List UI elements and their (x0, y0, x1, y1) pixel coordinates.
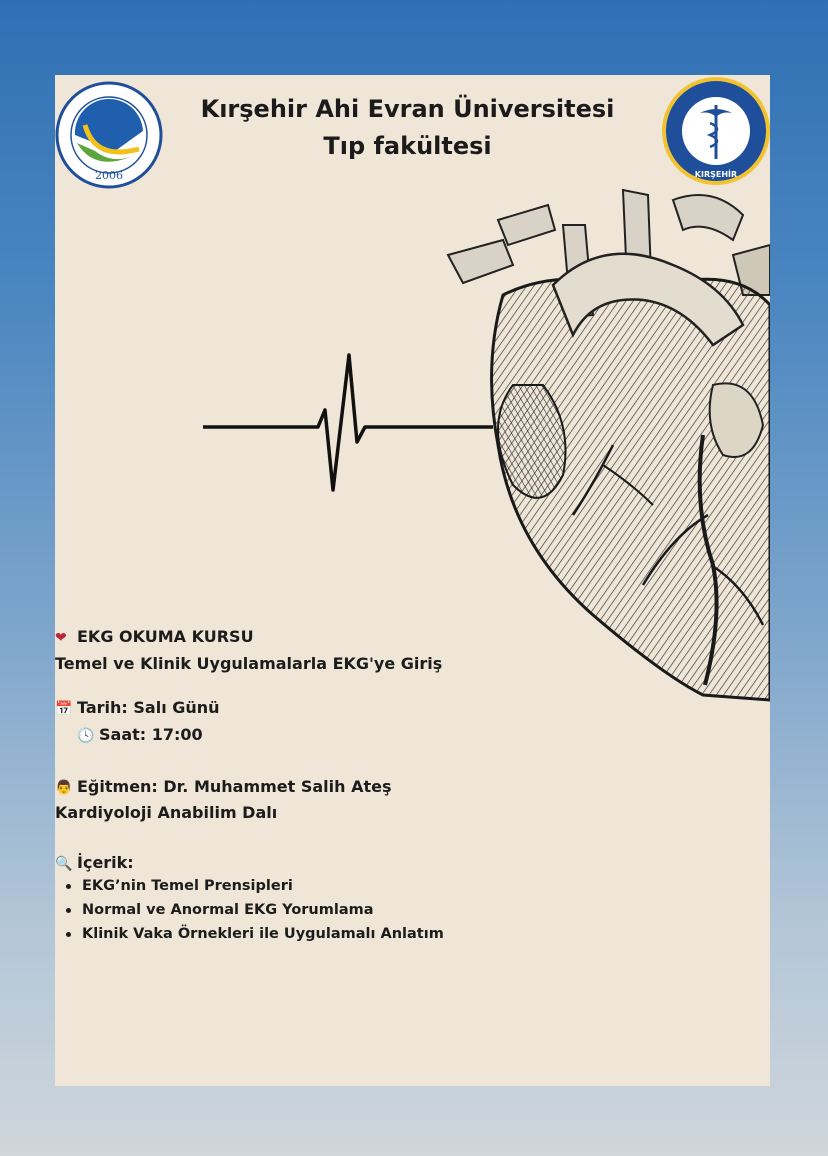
faculty-title: Tıp fakültesi (323, 132, 492, 160)
heart-emoji-icon: ❤ (55, 630, 67, 646)
bullet-icon (66, 884, 71, 889)
course-time: Saat: 17:00 (99, 725, 203, 744)
logo-left-year: 2006 (95, 169, 123, 182)
instructor-line (55, 777, 392, 796)
university-title: Kırşehir Ahi Evran Üniversitesi (200, 95, 615, 123)
list-item: Klinik Vaka Örnekleri ile Uygulamalı Anlatım (66, 926, 444, 942)
course-subtitle: Temel ve Klinik Uygulamalarla EKG'ye Giriş (55, 654, 443, 673)
content-title: İçerik: (77, 853, 134, 872)
course-title: EKG OKUMA KURSU (77, 627, 254, 646)
department: Kardiyoloji Anabilim Dalı (55, 803, 278, 822)
date-line (55, 698, 220, 717)
logo-right-city: KIRŞEHİR (694, 170, 738, 179)
course-date: Tarih: Salı Günü (77, 698, 220, 717)
bullet-icon (66, 932, 71, 937)
content-title-line (55, 853, 134, 872)
list-item: EKG’nin Temel Prensipleri (66, 878, 293, 894)
calendar-icon: 📅 (55, 701, 73, 717)
list-item: Normal ve Anormal EKG Yorumlama (66, 902, 374, 918)
magnifier-icon: 🔍 (55, 856, 73, 872)
poster (55, 75, 770, 1086)
faculty-logo (660, 75, 772, 187)
doctor-icon: 👨 (55, 780, 73, 796)
course-instructor: Eğitmen: Dr. Muhammet Salih Ateş (77, 777, 392, 796)
bullet-icon (66, 908, 71, 913)
clock-icon: 🕓 (77, 728, 95, 744)
ecg-trace (203, 350, 493, 500)
time-line (77, 725, 203, 744)
course-title-line (55, 627, 254, 646)
university-logo (55, 81, 163, 189)
